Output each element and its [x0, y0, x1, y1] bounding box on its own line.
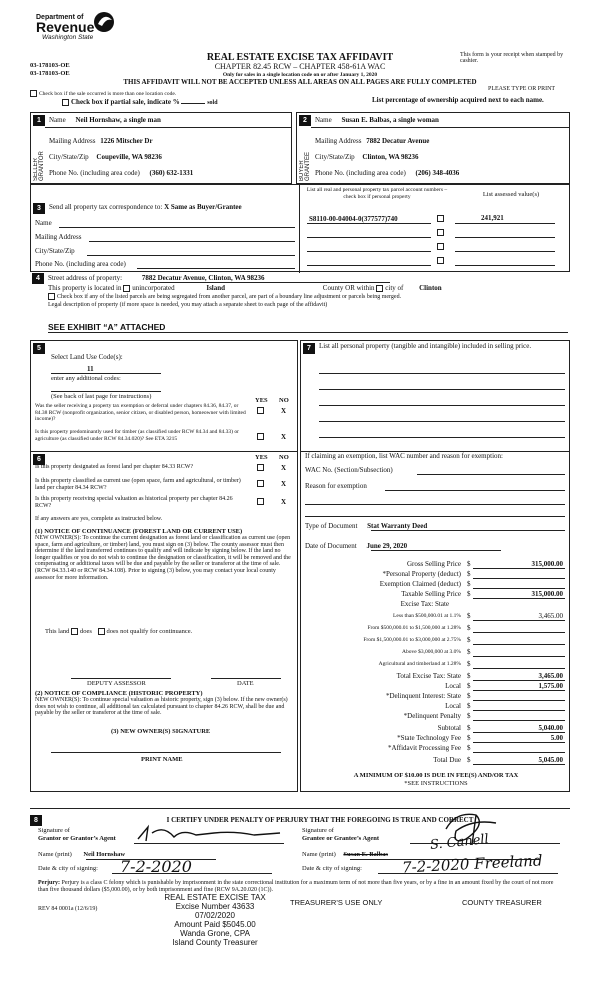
parcel-personal-checkbox-1[interactable] — [437, 215, 444, 222]
grantor-print-label: Name (print) — [38, 851, 72, 858]
buyer-section — [296, 112, 570, 184]
dollar-sign: $ — [467, 702, 471, 710]
minimum-fee-note: A MINIMUM OF $10.00 IS DUE IN FEE(S) AND/OR TAX — [353, 772, 519, 779]
multi-location-label: Check box if the sale occurred is more than one location code. — [39, 90, 177, 97]
taxable-price-label: Taxable Selling Price — [401, 590, 461, 598]
stamp-line-2: Excise Number 43633 — [175, 902, 255, 911]
perjury-label: Perjury: — [38, 880, 60, 886]
exhibit-text[interactable]: SEE EXHIBIT “A” ATTACHED — [48, 322, 166, 332]
parcel-personal-checkbox-4[interactable] — [437, 257, 444, 264]
buyer-city-value[interactable]: Clinton, WA 98236 — [362, 153, 419, 161]
buyer-name-row — [315, 116, 565, 124]
section-number-3: 3 — [33, 203, 45, 214]
tech-fee-value[interactable]: 5.00 — [550, 734, 563, 742]
land-use-label: Select Land Use Code(s): — [51, 353, 123, 361]
parcel-number[interactable]: S8110-00-04004-0(377577)740 — [309, 215, 398, 223]
personal-deduct-label: *Personal Property (deduct) — [382, 570, 461, 578]
seller-address-row — [49, 137, 289, 145]
stamp-line-6: Island County Treasurer — [172, 938, 258, 947]
logo-state: Washington State — [42, 34, 94, 41]
s6-yes-header: YES — [255, 454, 268, 461]
buyer-phone-label: Phone No. (including area code) — [315, 169, 406, 177]
section-number-5: 5 — [33, 343, 45, 354]
exemption-section — [300, 452, 570, 792]
does-label: does — [80, 628, 92, 635]
ownership-note: List percentage of ownership acquired next to each name. — [372, 96, 544, 104]
stamp-line-1: REAL ESTATE EXCISE TAX — [164, 893, 266, 902]
s6-q2-yes-checkbox[interactable] — [257, 480, 264, 487]
partial-sale-check[interactable] — [62, 98, 218, 106]
county-treasurer-label: COUNTY TREASURER — [462, 898, 542, 907]
grantor-date-label: Date & city of signing: — [38, 865, 98, 872]
notice2-body: NEW OWNER(S): To continue special valuation as historic property, sign (3) below. If the new owner(s) does not wish to continue, all additional tax calculated pursuant to chapter 84.26 RCW, shall be due and payable by the seller or transferor at the time of sale. — [35, 697, 288, 717]
city-value[interactable]: Clinton — [419, 284, 442, 292]
dollar-sign: $ — [467, 580, 471, 588]
does-not-checkbox[interactable] — [98, 628, 105, 635]
buyer-name-label: Name — [315, 116, 332, 124]
correspondence-label — [49, 203, 242, 211]
grantor-print-value[interactable]: Neil Hornshaw — [83, 851, 126, 858]
dollar-sign: $ — [467, 612, 471, 620]
s6-q1-no-mark[interactable]: X — [281, 464, 287, 472]
corr-city-label: City/State/Zip — [35, 247, 75, 255]
assessed-value[interactable]: 241,921 — [481, 214, 504, 222]
gross-price-label: Gross Selling Price — [406, 560, 461, 568]
correspondence-section — [30, 184, 570, 272]
s5-yes-header: YES — [255, 397, 268, 404]
s5-q2-yes-checkbox[interactable] — [257, 433, 264, 440]
section-number-2: 2 — [299, 115, 311, 126]
treasurer-use-label: TREASURER’S USE ONLY — [290, 898, 383, 907]
tier1-value[interactable]: 3,465.00 — [538, 612, 563, 620]
s6-no-header: NO — [279, 454, 289, 461]
property-section — [30, 272, 570, 336]
delinquent-local-label: Local — [445, 702, 461, 710]
tier3-label: From $1,500,000.01 to $3,000,000 at 2.75% — [363, 637, 461, 643]
corr-phone-label: Phone No. (including area code) — [35, 260, 126, 268]
sold-label: sold — [207, 100, 218, 106]
tier2-label: From $500,000.01 to $1,500,000 at 1.28% — [367, 625, 461, 631]
buyer-address-label: Mailing Address — [315, 137, 362, 145]
dollar-sign: $ — [467, 712, 471, 720]
dollar-sign: $ — [467, 648, 471, 656]
section-number-8: 8 — [30, 815, 42, 826]
form-subtitle: CHAPTER 82.45 RCW – CHAPTER 458-61A WAC — [214, 62, 386, 71]
treasurer-stamp — [150, 893, 280, 947]
s6-q3-no-mark[interactable]: X — [281, 498, 287, 506]
grantee-handwritten-name[interactable]: S. Canell — [429, 831, 490, 854]
buyer-phone-row — [315, 169, 565, 177]
same-as-buyer[interactable]: X Same as Buyer/Grantee — [164, 203, 242, 211]
exemption-header: If claiming an exemption, list WAC number and reason for exemption: — [305, 452, 503, 460]
doc-type-label: Type of Document — [305, 522, 358, 530]
seller-city-row — [49, 153, 289, 161]
dollar-sign: $ — [467, 756, 471, 764]
dollar-sign: $ — [467, 744, 471, 752]
rev-number: REV 84 0001a (12/6/19) — [38, 906, 98, 912]
notice1-title: (1) NOTICE OF CONTINUANCE (FOREST LAND OR CURRENT USE) — [35, 528, 243, 535]
buyer-address-value[interactable]: 7882 Decatur Avenue — [366, 137, 430, 145]
receipt-note: This form is your receipt when stamped by cashier. — [460, 52, 564, 64]
dollar-sign: $ — [467, 692, 471, 700]
excise-state-label: Excise Tax: State — [400, 600, 449, 608]
revenue-logo — [36, 14, 116, 50]
this-land-label: This land — [45, 628, 70, 635]
located-label: This property is located in — [48, 284, 122, 292]
logo-dept-line: Department of — [36, 14, 84, 21]
dollar-sign: $ — [467, 734, 471, 742]
print-name-label: PRINT NAME — [141, 756, 183, 763]
parcel-personal-checkbox-2[interactable] — [437, 229, 444, 236]
s6-q1-yes-checkbox[interactable] — [257, 464, 264, 471]
doc-type-row — [305, 522, 427, 530]
total-due-value[interactable]: 5,045.00 — [538, 756, 563, 764]
street-value[interactable]: 7882 Decatur Avenue, Clinton, WA 98236 — [141, 274, 265, 282]
total-excise-label: Total Excise Tax: State — [396, 672, 461, 680]
additional-codes-label: enter any additional codes: — [51, 375, 121, 382]
does-not-label: does not qualify for continuance. — [106, 628, 193, 635]
buyer-name-value[interactable]: Susan E. Balbas, a single woman — [341, 116, 439, 124]
unincorporated-checkbox[interactable] — [123, 285, 130, 292]
segregated-checkbox[interactable] — [48, 293, 55, 300]
section-number-6: 6 — [33, 454, 45, 465]
partial-sale-checkbox[interactable] — [62, 99, 69, 106]
dollar-sign: $ — [467, 624, 471, 632]
grantee-sig-label-2: Grantee or Grantee’s Agent — [302, 835, 380, 842]
s5-question-2: Is this property predominantly used for timber (as classified under RCW 84.34 and 84.33) or agriculture (as classified under RCW 84.34.020)? See ETA 3215 — [35, 429, 239, 442]
segregated-label: Check box if any of the listed parcels are being segregated from another parcel, are part of a boundary line adjustment or parcels being merged. — [57, 293, 402, 300]
seller-phone-value[interactable]: (360) 632-1331 — [149, 169, 194, 177]
logo-revenue: Revenue — [36, 19, 95, 35]
doc-date-label: Date of Document — [305, 542, 357, 550]
street-label: Street address of property: — [48, 274, 123, 282]
doc-type-value[interactable]: Stat Warranty Deed — [367, 522, 428, 530]
gross-price-value[interactable]: 315,000.00 — [531, 560, 563, 568]
grantee-print-row — [302, 851, 388, 858]
s6-q2-no-mark[interactable]: X — [281, 480, 287, 488]
section-number-7: 7 — [303, 343, 315, 354]
s6-question-2: Is this property classified as current use (open space, farm and agricultural, or timber) land per chapter 84.34 RCW? — [35, 478, 241, 491]
warning-banner: THIS AFFIDAVIT WILL NOT BE ACCEPTED UNLESS ALL AREAS ON ALL PAGES ARE FULLY COMPLETED — [123, 78, 477, 86]
dollar-sign: $ — [467, 672, 471, 680]
please-type: PLEASE TYPE OR PRINT — [488, 86, 556, 92]
doc-date-row — [305, 542, 407, 550]
dollar-sign: $ — [467, 560, 471, 568]
notice2-title: (2) NOTICE OF COMPLIANCE (HISTORIC PROPERTY) — [35, 690, 203, 697]
local-tax-value[interactable]: 1,575.00 — [538, 682, 563, 690]
seller-section — [30, 112, 292, 184]
sales-note: Only for sales in a single location code on or after January 1, 2020 — [222, 72, 378, 78]
wac-label: WAC No. (Section/Subsection) — [305, 466, 393, 474]
personal-property-label: List all personal property (tangible and intangible) included in selling price. — [319, 342, 532, 350]
tech-fee-label: *State Technology Fee — [397, 734, 461, 742]
grantor-sig-label-1: Signature of — [38, 827, 70, 834]
seller-city-label: City/State/Zip — [49, 153, 89, 161]
local-tax-label: Local — [445, 682, 461, 690]
exemption-deduct-label: Exemption Claimed (deduct) — [379, 580, 461, 588]
grantor-sig-label-2: Grantor or Grantor’s Agent — [38, 835, 116, 842]
s5-q1-yes-checkbox[interactable] — [257, 407, 264, 414]
seller-side-label: SELLER GRANTOR — [33, 151, 45, 181]
form-title: REAL ESTATE EXCISE TAX AFFIDAVIT — [206, 52, 394, 63]
logo-swirl-icon — [90, 10, 118, 34]
parcel-personal-checkbox-3[interactable] — [437, 243, 444, 250]
stamp-line-4: Amount Paid $5045.00 — [174, 920, 256, 929]
dollar-sign: $ — [467, 682, 471, 690]
taxable-price-value[interactable]: 315,000.00 — [531, 590, 563, 598]
seller-name-value[interactable]: Neil Hornshaw, a single man — [75, 116, 161, 124]
buyer-city-label: City/State/Zip — [315, 153, 355, 161]
any-yes-note: If any answers are yes, complete as instructed below. — [35, 516, 163, 522]
street-row — [48, 274, 265, 282]
form-code-1: 03-178103-OE — [30, 62, 70, 69]
legal-description-label: Legal description of property (if more space is needed, you may attach a separate sheet to each page of the affidavit) — [48, 302, 328, 308]
buyer-address-row — [315, 137, 565, 145]
dollar-sign: $ — [467, 636, 471, 644]
seller-phone-label: Phone No. (including area code) — [49, 169, 140, 177]
county-value[interactable]: Island — [206, 284, 226, 292]
grantor-signature[interactable] — [134, 823, 284, 845]
seller-address-label: Mailing Address — [49, 137, 96, 145]
city-of-label: city of — [385, 284, 404, 292]
subtotal-value[interactable]: 5,040.00 — [538, 724, 563, 732]
multi-location-check[interactable] — [30, 90, 176, 97]
s5-no-header: NO — [279, 397, 289, 404]
buyer-city-row — [315, 153, 565, 161]
unincorporated-label: unincorporated — [132, 284, 175, 292]
dollar-sign: $ — [467, 590, 471, 598]
reason-label: Reason for exemption — [305, 482, 367, 490]
perjury-notice — [38, 880, 564, 894]
notice1-body: NEW OWNER(S): To continue the current designation as forest land or classification as current use (open space, farm and agriculture, or timber) land, you must sign on (3) below. The county assessor must then determine if the land transferred continues to qualify and will indicate by signing below. If the land no longer qualifies or you do not wish to continue the designation or classification, it will be removed and the compensating or additional taxes will be due and payable by the seller or transferor at the time of sale. (RCW 84.33.140 or RCW 84.34.108). Prior to signing (3) below, you may contact your local county assessor for more information. — [35, 535, 291, 581]
grantee-date-label: Date & city of signing: — [302, 865, 362, 872]
corr-address-label: Mailing Address — [35, 233, 82, 241]
tier4-label: Above $3,000,000 at 3.0% — [402, 649, 461, 655]
section-number-1: 1 — [33, 115, 45, 126]
does-checkbox[interactable] — [71, 628, 78, 635]
seller-address-value[interactable]: 1226 Mitscher Dr — [100, 137, 153, 145]
parcel-header: List all real and personal property tax parcel account numbers – check box if personal property — [306, 187, 448, 200]
see-back-note: (See back of last page for instructions) — [51, 393, 152, 400]
assessed-header: List assessed value(s) — [482, 191, 540, 198]
doc-date-value[interactable]: June 29, 2020 — [366, 542, 408, 550]
grantee-date-value[interactable]: 7-2-2020 Freeland — [401, 851, 543, 877]
tier5-label: Agricultural and timberland at 1.28% — [378, 661, 461, 667]
deputy-assessor-label: DEPUTY ASSESSOR — [87, 680, 146, 687]
dollar-sign: $ — [467, 660, 471, 668]
s5-q1-no-mark[interactable]: X — [281, 407, 287, 415]
corr-name-label: Name — [35, 219, 52, 227]
delinquent-penalty-label: *Delinquent Penalty — [403, 712, 461, 720]
s6-question-1: Is this property designated as forest land per chapter 84.33 RCW? — [35, 464, 194, 470]
correspondence-text: Send all property tax correspondence to: — [49, 203, 163, 211]
total-due-label: Total Due — [433, 756, 461, 764]
certify-statement: I CERTIFY UNDER PENALTY OF PERJURY THAT THE FOREGOING IS TRUE AND CORRECT — [166, 816, 474, 824]
s6-q3-yes-checkbox[interactable] — [257, 498, 264, 505]
partial-sale-label: Check box if partial sale, indicate % — [71, 98, 180, 106]
certification-section — [30, 808, 570, 878]
form-code-2: 03-178103-OE — [30, 70, 70, 77]
grantee-print-value[interactable]: Susan E. Balbas — [343, 851, 389, 858]
s5-question-1: Was the seller receiving a property tax exemption or deferral under chapters 84.36, 84.37, or 84.38 RCW (nonprofit organization, senior citizen, or disabled person, homeowner with limited income)? — [35, 403, 246, 422]
subtotal-label: Subtotal — [437, 724, 461, 732]
perjury-text: Perjury is a class C felony which is punishable by imprisonment in the state correctional institution for a maximum term of not more than five years, or by a fine in an amount fixed by the court of not more than five thousand dollars ($5,000.00), or by both imprisonment and fine (RCW 9A.20.020 (1C)). — [38, 880, 554, 893]
multi-location-checkbox[interactable] — [30, 90, 37, 97]
stamp-line-5: Wanda Grone, CPA — [180, 929, 250, 938]
total-excise-value[interactable]: 3,465.00 — [538, 672, 563, 680]
qualify-row — [45, 628, 192, 635]
s6-question-3: Is this property receiving special valuation as historical property per chapter 84.26 RCW? — [35, 496, 233, 509]
dollar-sign: $ — [467, 570, 471, 578]
city-checkbox[interactable] — [376, 285, 383, 292]
seller-city-value[interactable]: Coupeville, WA 98236 — [96, 153, 162, 161]
seller-name-row — [49, 116, 289, 124]
grantee-print-label: Name (print) — [302, 851, 336, 858]
buyer-side-label: BUYER GRANTEE — [299, 151, 311, 181]
s5-q2-no-mark[interactable]: X — [281, 433, 287, 441]
affidavit-fee-label: *Affidavit Processing Fee — [388, 744, 461, 752]
county-label: County OR within — [322, 284, 375, 292]
dollar-sign: $ — [467, 724, 471, 732]
buyer-phone-value[interactable]: (206) 348-4036 — [415, 169, 460, 177]
grantee-sig-label-1: Signature of — [302, 827, 334, 834]
segregated-row — [48, 293, 568, 300]
tier1-label: Less than $500,000.01 at 1.1% — [393, 613, 461, 619]
personal-property-section — [300, 340, 570, 452]
new-owner-signature-label: (3) NEW OWNER(S) SIGNATURE — [111, 728, 211, 735]
grantor-date-value[interactable]: 7-2-2020 — [120, 857, 192, 876]
forest-land-section — [30, 452, 298, 792]
land-use-code[interactable]: 11 — [87, 365, 94, 373]
land-use-section — [30, 340, 298, 452]
seller-name-label: Name — [49, 116, 66, 124]
stamp-line-3: 07/02/2020 — [194, 911, 236, 920]
delinquent-state-label: *Delinquent Interest: State — [385, 692, 461, 700]
section-number-4: 4 — [32, 273, 44, 284]
grantor-print-row — [38, 851, 125, 858]
seller-phone-row — [49, 169, 289, 177]
see-instructions: *SEE INSTRUCTIONS — [404, 780, 468, 787]
assessor-date-label: DATE — [237, 680, 254, 687]
location-row — [48, 284, 568, 292]
